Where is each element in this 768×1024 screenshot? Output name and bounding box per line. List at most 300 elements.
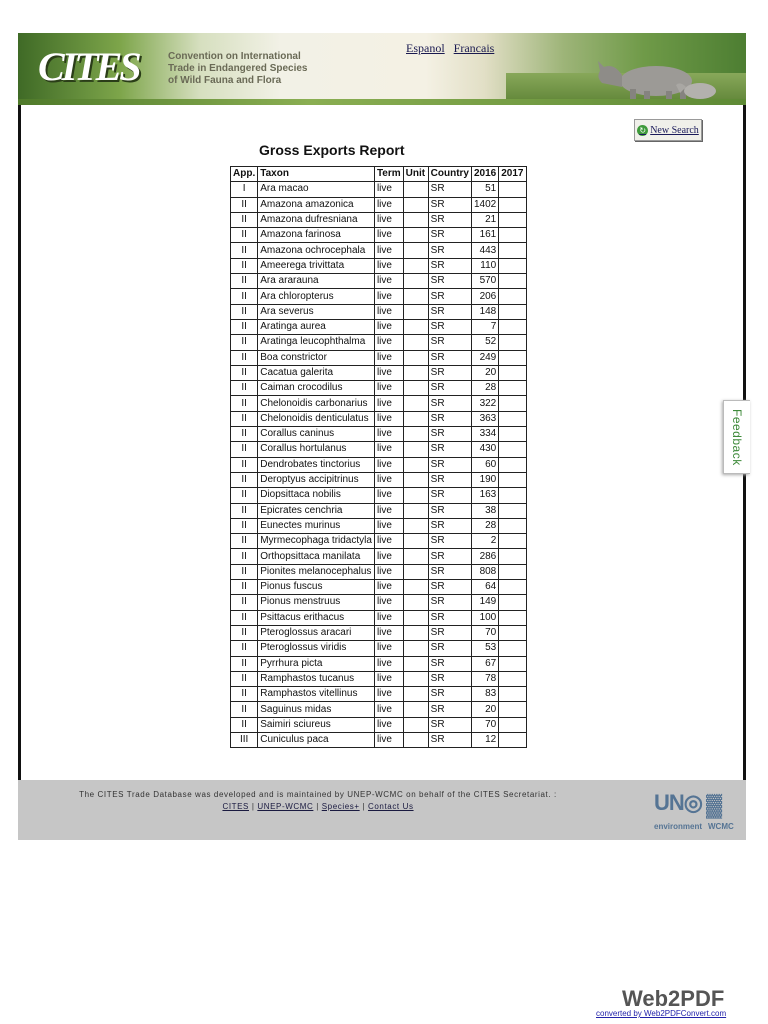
feedback-label: Feedback [730, 408, 744, 466]
country-cell: SR [428, 641, 471, 656]
year-2017-cell [499, 365, 526, 380]
year-2017-cell [499, 197, 526, 212]
taxon-cell: Corallus hortulanus [258, 442, 375, 457]
year-2017-cell [499, 243, 526, 258]
table-row [231, 274, 527, 289]
country-cell: SR [428, 319, 471, 334]
unit-cell [403, 304, 428, 319]
year-2017-cell [499, 732, 526, 747]
appendix-cell: II [231, 702, 258, 717]
term-cell: live [374, 472, 403, 487]
table-row [231, 350, 527, 365]
term-cell: live [374, 182, 403, 197]
appendix-cell: II [231, 212, 258, 227]
term-cell: live [374, 365, 403, 380]
un-logo-subtext: environment [654, 822, 703, 831]
table-row [231, 564, 527, 579]
appendix-cell: II [231, 457, 258, 472]
rhino-image [578, 45, 728, 105]
table-row [231, 534, 527, 549]
unit-cell [403, 396, 428, 411]
unit-cell [403, 212, 428, 227]
term-cell: live [374, 442, 403, 457]
unit-cell [403, 580, 428, 595]
feedback-tab[interactable] [723, 400, 750, 474]
language-link-espanol[interactable]: Espanol [406, 41, 445, 55]
taxon-cell: Ara macao [258, 182, 375, 197]
table-row [231, 411, 527, 426]
appendix-cell: II [231, 442, 258, 457]
country-cell: SR [428, 381, 471, 396]
term-cell: live [374, 197, 403, 212]
table-row [231, 442, 527, 457]
taxon-cell: Ameerega trivittata [258, 258, 375, 273]
term-cell: live [374, 228, 403, 243]
year-2016-cell: 12 [472, 732, 499, 747]
country-cell: SR [428, 258, 471, 273]
year-2017-cell [499, 319, 526, 334]
year-2016-cell: 206 [472, 289, 499, 304]
table-row [231, 457, 527, 472]
appendix-cell: II [231, 304, 258, 319]
year-2016-cell: 334 [472, 427, 499, 442]
taxon-cell: Pionus menstruus [258, 595, 375, 610]
table-row [231, 381, 527, 396]
unit-cell [403, 656, 428, 671]
year-2017-cell [499, 381, 526, 396]
taxon-cell: Boa constrictor [258, 350, 375, 365]
country-cell: SR [428, 197, 471, 212]
unit-cell [403, 488, 428, 503]
unit-cell [403, 335, 428, 350]
language-link-francais[interactable]: Francais [453, 41, 495, 55]
appendix-cell: II [231, 365, 258, 380]
appendix-cell: II [231, 335, 258, 350]
year-2017-cell [499, 656, 526, 671]
year-2016-cell: 60 [472, 457, 499, 472]
appendix-cell: I [231, 182, 258, 197]
taxon-cell: Aratinga leucophthalma [258, 335, 375, 350]
country-cell: SR [428, 671, 471, 686]
term-cell: live [374, 304, 403, 319]
table-row [231, 687, 527, 702]
taxon-cell: Diopsittaca nobilis [258, 488, 375, 503]
year-2017-cell [499, 534, 526, 549]
appendix-cell: II [231, 319, 258, 334]
term-cell: live [374, 610, 403, 625]
year-2016-cell: 28 [472, 381, 499, 396]
year-2017-cell [499, 335, 526, 350]
footer-link-species-plus[interactable]: Species+ [321, 802, 360, 811]
year-2016-cell: 808 [472, 564, 499, 579]
term-cell: live [374, 503, 403, 518]
year-2016-cell: 430 [472, 442, 499, 457]
country-cell: SR [428, 212, 471, 227]
term-cell: live [374, 427, 403, 442]
appendix-cell: II [231, 534, 258, 549]
year-2016-cell: 443 [472, 243, 499, 258]
year-2017-cell [499, 457, 526, 472]
unit-cell [403, 503, 428, 518]
table-row [231, 472, 527, 487]
term-cell: live [374, 534, 403, 549]
unit-cell [403, 732, 428, 747]
year-2016-cell: 52 [472, 335, 499, 350]
appendix-cell: II [231, 641, 258, 656]
unit-cell [403, 641, 428, 656]
appendix-cell: II [231, 350, 258, 365]
term-cell: live [374, 580, 403, 595]
year-2016-cell: 70 [472, 625, 499, 640]
unit-cell [403, 472, 428, 487]
table-row [231, 549, 527, 564]
footer-link-cites[interactable]: CITES [222, 802, 249, 811]
table-row [231, 289, 527, 304]
year-2016-cell: 161 [472, 228, 499, 243]
unit-cell [403, 350, 428, 365]
appendix-cell: II [231, 396, 258, 411]
appendix-cell: II [231, 580, 258, 595]
taxon-cell: Aratinga aurea [258, 319, 375, 334]
term-cell: live [374, 289, 403, 304]
appendix-cell: II [231, 243, 258, 258]
column-header: 2016 [472, 167, 499, 182]
table-row [231, 258, 527, 273]
table-row [231, 595, 527, 610]
column-header: 2017 [499, 167, 526, 182]
country-cell: SR [428, 518, 471, 533]
term-cell: live [374, 243, 403, 258]
year-2016-cell: 38 [472, 503, 499, 518]
unit-cell [403, 625, 428, 640]
country-cell: SR [428, 411, 471, 426]
new-search-button[interactable] [634, 119, 702, 141]
year-2017-cell [499, 687, 526, 702]
country-cell: SR [428, 488, 471, 503]
year-2016-cell: 21 [472, 212, 499, 227]
table-row [231, 503, 527, 518]
country-cell: SR [428, 350, 471, 365]
term-cell: live [374, 641, 403, 656]
country-cell: SR [428, 274, 471, 289]
table-row [231, 365, 527, 380]
column-header: Taxon [258, 167, 375, 182]
taxon-cell: Cacatua galerita [258, 365, 375, 380]
term-cell: live [374, 381, 403, 396]
column-header: App. [231, 167, 258, 182]
table-row [231, 335, 527, 350]
table-row [231, 319, 527, 334]
year-2017-cell [499, 518, 526, 533]
footer-link-unep-wcmc[interactable]: UNEP-WCMC [257, 802, 314, 811]
year-2017-cell [499, 671, 526, 686]
taxon-cell: Myrmecophaga tridactyla [258, 534, 375, 549]
country-cell: SR [428, 442, 471, 457]
year-2017-cell [499, 182, 526, 197]
appendix-cell: II [231, 671, 258, 686]
taxon-cell: Amazona ochrocephala [258, 243, 375, 258]
country-cell: SR [428, 503, 471, 518]
appendix-cell: II [231, 549, 258, 564]
table-body [231, 182, 527, 748]
term-cell: live [374, 671, 403, 686]
table-row [231, 518, 527, 533]
year-2017-cell [499, 304, 526, 319]
unit-cell [403, 518, 428, 533]
term-cell: live [374, 717, 403, 732]
table-row [231, 212, 527, 227]
banner-strip [18, 99, 746, 105]
term-cell: live [374, 396, 403, 411]
year-2017-cell [499, 350, 526, 365]
unit-cell [403, 365, 428, 380]
year-2017-cell [499, 212, 526, 227]
year-2017-cell [499, 228, 526, 243]
country-cell: SR [428, 732, 471, 747]
appendix-cell: II [231, 503, 258, 518]
country-cell: SR [428, 717, 471, 732]
country-cell: SR [428, 335, 471, 350]
taxon-cell: Chelonoidis denticulatus [258, 411, 375, 426]
year-2016-cell: 28 [472, 518, 499, 533]
year-2017-cell [499, 702, 526, 717]
table-header-row [231, 167, 527, 182]
unit-cell [403, 243, 428, 258]
taxon-cell: Caiman crocodilus [258, 381, 375, 396]
table-row [231, 197, 527, 212]
language-links [406, 41, 500, 56]
year-2017-cell [499, 549, 526, 564]
taxon-cell: Ramphastos tucanus [258, 671, 375, 686]
table-row [231, 396, 527, 411]
year-2016-cell: 51 [472, 182, 499, 197]
country-cell: SR [428, 472, 471, 487]
country-cell: SR [428, 702, 471, 717]
unit-cell [403, 457, 428, 472]
table-row [231, 625, 527, 640]
country-cell: SR [428, 610, 471, 625]
unit-cell [403, 381, 428, 396]
taxon-cell: Ara ararauna [258, 274, 375, 289]
year-2016-cell: 64 [472, 580, 499, 595]
year-2017-cell [499, 503, 526, 518]
year-2017-cell [499, 625, 526, 640]
year-2016-cell: 20 [472, 702, 499, 717]
term-cell: live [374, 518, 403, 533]
year-2016-cell: 148 [472, 304, 499, 319]
appendix-cell: II [231, 488, 258, 503]
table-row [231, 610, 527, 625]
unit-cell [403, 534, 428, 549]
taxon-cell: Amazona amazonica [258, 197, 375, 212]
term-cell: live [374, 687, 403, 702]
gross-exports-table [230, 166, 527, 748]
table-row [231, 488, 527, 503]
year-2016-cell: 110 [472, 258, 499, 273]
taxon-cell: Amazona farinosa [258, 228, 375, 243]
un-emblem-icon: ◎ [683, 790, 702, 815]
appendix-cell: II [231, 518, 258, 533]
appendix-cell: II [231, 427, 258, 442]
taxon-cell: Pionus fuscus [258, 580, 375, 595]
unit-cell [403, 442, 428, 457]
table-row [231, 656, 527, 671]
appendix-cell: II [231, 228, 258, 243]
appendix-cell: III [231, 732, 258, 747]
country-cell: SR [428, 534, 471, 549]
country-cell: SR [428, 595, 471, 610]
refresh-icon: ↻ [637, 125, 648, 136]
table-row [231, 427, 527, 442]
taxon-cell: Saguinus midas [258, 702, 375, 717]
year-2016-cell: 20 [472, 365, 499, 380]
taxon-cell: Orthopsittaca manilata [258, 549, 375, 564]
year-2016-cell: 190 [472, 472, 499, 487]
unit-cell [403, 289, 428, 304]
year-2017-cell [499, 396, 526, 411]
appendix-cell: II [231, 411, 258, 426]
unit-cell [403, 564, 428, 579]
country-cell: SR [428, 549, 471, 564]
term-cell: live [374, 411, 403, 426]
table-row [231, 702, 527, 717]
footer [18, 780, 746, 840]
year-2016-cell: 70 [472, 717, 499, 732]
unit-cell [403, 717, 428, 732]
unit-cell [403, 411, 428, 426]
report-title: Gross Exports Report [259, 142, 405, 158]
column-header: Country [428, 167, 471, 182]
term-cell: live [374, 625, 403, 640]
appendix-cell: II [231, 381, 258, 396]
unit-cell [403, 197, 428, 212]
year-2016-cell: 7 [472, 319, 499, 334]
appendix-cell: II [231, 289, 258, 304]
country-cell: SR [428, 656, 471, 671]
unit-cell [403, 228, 428, 243]
term-cell: live [374, 258, 403, 273]
header-banner [18, 33, 746, 105]
term-cell: live [374, 319, 403, 334]
country-cell: SR [428, 243, 471, 258]
term-cell: live [374, 350, 403, 365]
unit-cell [403, 595, 428, 610]
taxon-cell: Eunectes murinus [258, 518, 375, 533]
term-cell: live [374, 702, 403, 717]
appendix-cell: II [231, 197, 258, 212]
wcmc-emblem-icon: ▓ [706, 792, 723, 817]
unit-cell [403, 274, 428, 289]
column-header: Unit [403, 167, 428, 182]
year-2016-cell: 53 [472, 641, 499, 656]
year-2016-cell: 322 [472, 396, 499, 411]
term-cell: live [374, 656, 403, 671]
un-environment-logo [654, 790, 703, 831]
term-cell: live [374, 457, 403, 472]
web2pdf-convert-link[interactable]: converted by Web2PDFConvert.com [596, 1009, 727, 1018]
year-2017-cell [499, 717, 526, 732]
year-2017-cell [499, 274, 526, 289]
taxon-cell: Dendrobates tinctorius [258, 457, 375, 472]
year-2016-cell: 67 [472, 656, 499, 671]
organization-name: Convention on International Trade in Endangered Species of Wild Fauna and Flora [168, 51, 308, 86]
table-row [231, 182, 527, 197]
year-2017-cell [499, 258, 526, 273]
appendix-cell: II [231, 564, 258, 579]
taxon-cell: Pteroglossus viridis [258, 641, 375, 656]
country-cell: SR [428, 228, 471, 243]
unit-cell [403, 671, 428, 686]
term-cell: live [374, 549, 403, 564]
year-2017-cell [499, 472, 526, 487]
unit-cell [403, 687, 428, 702]
year-2017-cell [499, 641, 526, 656]
appendix-cell: II [231, 472, 258, 487]
taxon-cell: Ara severus [258, 304, 375, 319]
table-row [231, 732, 527, 747]
year-2016-cell: 149 [472, 595, 499, 610]
taxon-cell: Chelonoidis carbonarius [258, 396, 375, 411]
term-cell: live [374, 595, 403, 610]
table-row [231, 228, 527, 243]
year-2016-cell: 163 [472, 488, 499, 503]
year-2016-cell: 363 [472, 411, 499, 426]
country-cell: SR [428, 365, 471, 380]
appendix-cell: II [231, 717, 258, 732]
taxon-cell: Amazona dufresniana [258, 212, 375, 227]
country-cell: SR [428, 564, 471, 579]
new-search-label: New Search [650, 124, 699, 136]
appendix-cell: II [231, 687, 258, 702]
country-cell: SR [428, 457, 471, 472]
country-cell: SR [428, 427, 471, 442]
footer-links: CITES | UNEP-WCMC | Species+ | Contact Us [222, 802, 414, 811]
taxon-cell: Deroptyus accipitrinus [258, 472, 375, 487]
cites-logo[interactable]: CITES [38, 44, 139, 89]
year-2016-cell: 570 [472, 274, 499, 289]
taxon-cell: Pionites melanocephalus [258, 564, 375, 579]
appendix-cell: II [231, 610, 258, 625]
taxon-cell: Epicrates cenchria [258, 503, 375, 518]
unit-cell [403, 258, 428, 273]
unit-cell [403, 610, 428, 625]
year-2016-cell: 100 [472, 610, 499, 625]
taxon-cell: Saimiri sciureus [258, 717, 375, 732]
unit-cell [403, 319, 428, 334]
year-2017-cell [499, 427, 526, 442]
country-cell: SR [428, 625, 471, 640]
year-2017-cell [499, 289, 526, 304]
term-cell: live [374, 564, 403, 579]
year-2017-cell [499, 488, 526, 503]
year-2016-cell: 83 [472, 687, 499, 702]
country-cell: SR [428, 304, 471, 319]
year-2016-cell: 286 [472, 549, 499, 564]
table-row [231, 304, 527, 319]
web2pdf-watermark: Web2PDF [622, 986, 725, 1011]
country-cell: SR [428, 396, 471, 411]
appendix-cell: II [231, 625, 258, 640]
table-row [231, 671, 527, 686]
year-2017-cell [499, 442, 526, 457]
footer-text: The CITES Trade Database was developed and is maintained by UNEP-WCMC on behalf of the CITES Secretariat. : [79, 790, 557, 799]
unit-cell [403, 549, 428, 564]
footer-link-contact-us[interactable]: Contact Us [367, 802, 414, 811]
taxon-cell: Pyrrhura picta [258, 656, 375, 671]
wcmc-logo-text: WCMC [708, 822, 734, 831]
country-cell: SR [428, 182, 471, 197]
unit-cell [403, 702, 428, 717]
